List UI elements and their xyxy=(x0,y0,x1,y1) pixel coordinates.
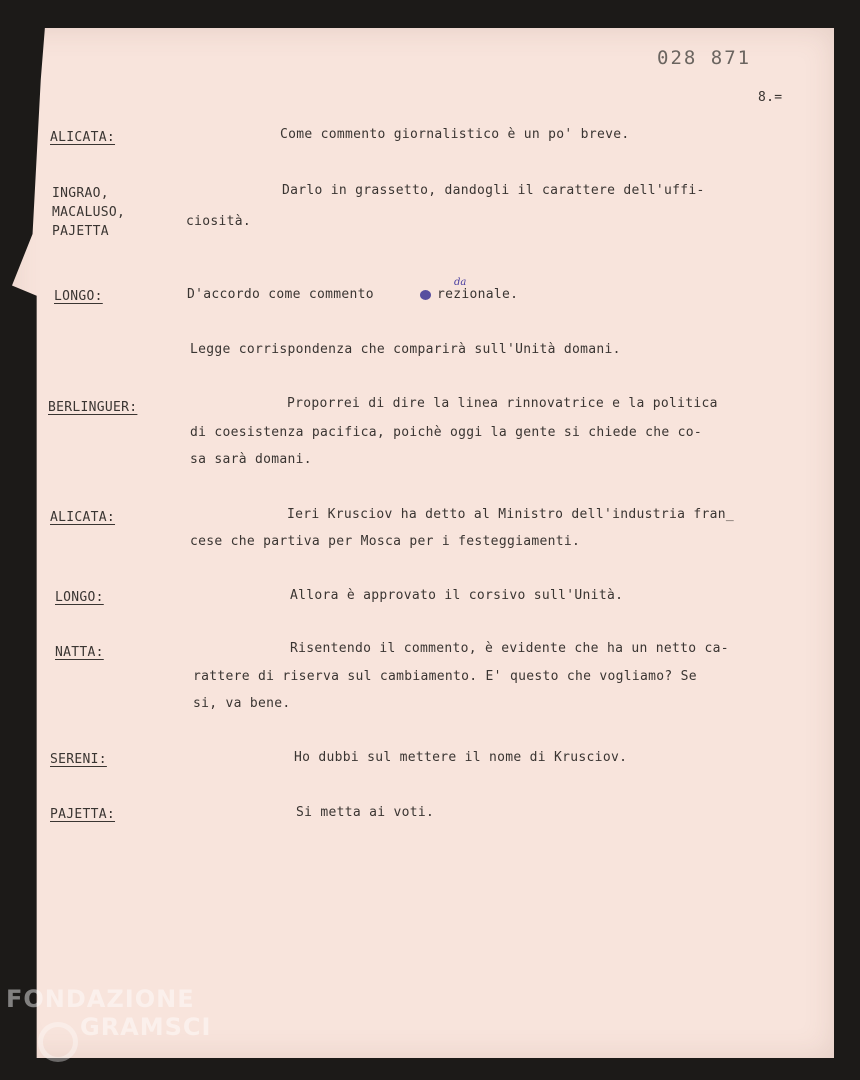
speaker-macaluso: MACALUSO, xyxy=(52,205,126,220)
speaker-ingrao: INGRAO, xyxy=(52,186,109,201)
watermark-g-icon xyxy=(38,1022,78,1062)
handwritten-correction: da xyxy=(454,277,467,288)
ink-correction-mark xyxy=(420,290,431,300)
statement-line: Come commento giornalistico è un po' breve. xyxy=(280,127,630,142)
speaker-berlinguer: BERLINGUER: xyxy=(48,400,138,415)
document-number: 028 871 xyxy=(657,47,752,69)
statement-line: si, va bene. xyxy=(193,696,291,711)
watermark-logo xyxy=(0,985,211,1041)
statement-line: Risentendo il commento, è evidente che ha un netto ca- xyxy=(290,641,729,656)
statement-line: Ho dubbi sul mettere il nome di Krusciov. xyxy=(294,750,628,765)
statement-line: Allora è approvato il corsivo sull'Unità. xyxy=(290,588,624,603)
speaker-alicata-2: ALICATA: xyxy=(50,510,116,525)
page-marker: 8.= xyxy=(758,90,783,105)
statement-line: rezionale. xyxy=(437,287,519,302)
speaker-sereni: SERENI: xyxy=(50,752,107,767)
statement-line: Proporrei di dire la linea rinnovatrice e la politica xyxy=(287,396,718,411)
statement-line: rattere di riserva sul cambiamento. E' questo che vogliamo? Se xyxy=(193,669,697,684)
statement-line: D'accordo come commento xyxy=(187,287,374,302)
statement-line: Si metta ai voti. xyxy=(296,805,435,820)
speaker-natta: NATTA: xyxy=(55,645,104,660)
speaker-longo-2: LONGO: xyxy=(55,590,104,605)
watermark-line-2: GRAMSCI xyxy=(80,1013,212,1041)
watermark-line-1: FONDAZIONE xyxy=(6,985,195,1013)
statement-line: di coesistenza pacifica, poichè oggi la gente si chiede che co- xyxy=(190,425,702,440)
speaker-pajetta-2: PAJETTA: xyxy=(50,807,116,822)
speaker-pajetta-1: PAJETTA xyxy=(52,224,109,239)
statement-line: ciosità. xyxy=(186,214,252,229)
statement-line: cese che partiva per Mosca per i festeggiamenti. xyxy=(190,534,581,549)
statement-line: Ieri Krusciov ha detto al Ministro dell'industria fran_ xyxy=(287,507,734,522)
speaker-alicata-1: ALICATA: xyxy=(50,130,116,145)
statement-line: Darlo in grassetto, dandogli il carattere dell'uffi- xyxy=(282,183,705,198)
speaker-longo-1: LONGO: xyxy=(54,289,103,304)
statement-line: sa sarà domani. xyxy=(190,452,312,467)
statement-line: Legge corrispondenza che comparirà sull'Unità domani. xyxy=(190,342,621,357)
